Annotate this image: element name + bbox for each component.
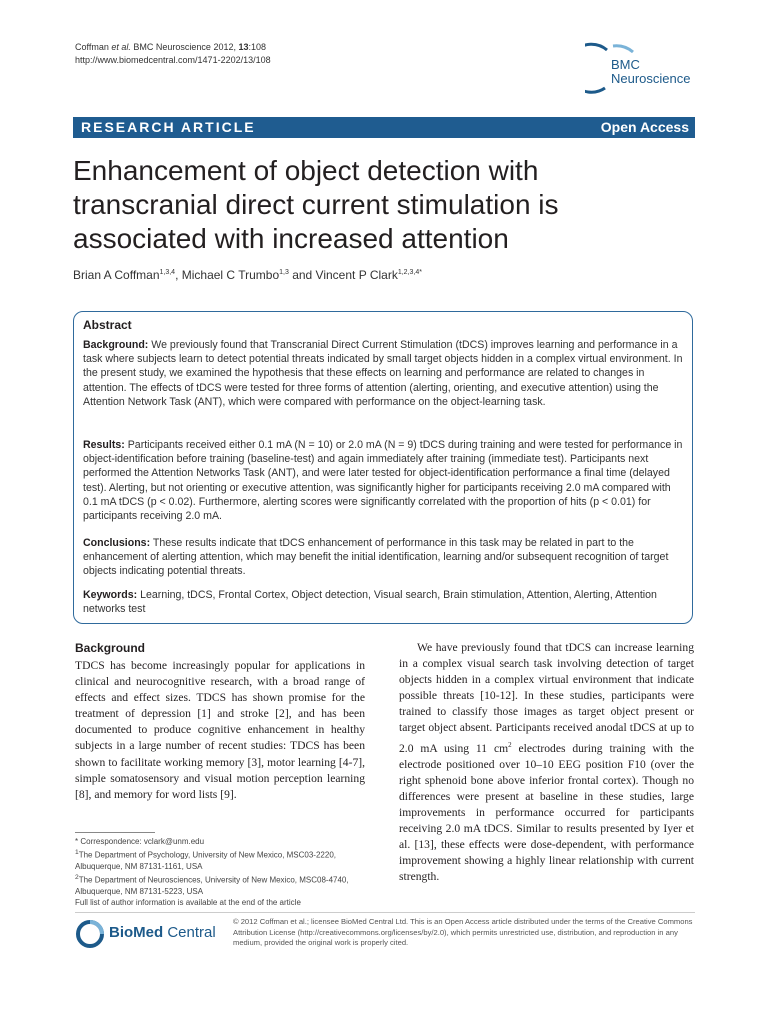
article-title: Enhancement of object detection with transcranial direct current stimulation is associated with increased attention xyxy=(73,155,559,254)
footnotes xyxy=(75,836,365,909)
license-text: © 2012 Coffman et al.; licensee BioMed Central Ltd. This is an Open Access article distributed under the terms of the Creative Commons Attribution License (http://creativecommons.org/licenses/by/2.0), which permits unrestricted use, distribution, and reproduction in any medium, provided the original work is properly cited. xyxy=(233,917,693,948)
footer-divider xyxy=(75,912,695,913)
article-type-label: RESEARCH ARTICLE xyxy=(81,119,256,135)
author-info-note: Full list of author information is available at the end of the article xyxy=(75,898,301,908)
article-url[interactable]: http://www.biomedcentral.com/1471-2202/13/108 xyxy=(75,55,271,65)
abstract-conclusions: Conclusions: These results indicate that tDCS enhancement of performance in this task may be related in part to the enhancement of alerting attention, which may benefit the initial identification, learning and/or subsequent recognition of target objects indicating potential threats. xyxy=(83,537,669,578)
citation-header xyxy=(75,41,271,67)
open-access-label: Open Access xyxy=(600,119,689,135)
background-paragraph-right: We have previously found that tDCS can increase learning in a complex visual search task involving detection of target objects hidden in a complex virtual environment that indicate possible threats [10-12]. In these studies, participants were trained to classify those images as target object present or target object absent. Participants received anodal tDCS at up to 2.0 mA using 11 $cm^2$ electrodes during training with the electrode positioned over 10–10 EEG position F10 (over the right sphenoid bone above inferior frontal cortex). Though no differences were present at baseline in these studies, large improvements in performance occurred for participants receiving 2.0 mA tDCS. Similar to results presented by Iyer et al. [13], these effects were dose-dependent, with performance improvement showing a highly linear relationship with current strength. xyxy=(399,641,694,884)
biomed-central-logo xyxy=(75,917,220,951)
biomed-central-wordmark: BioMed Central xyxy=(109,924,216,941)
biomed-central-icon xyxy=(75,919,105,949)
abstract-box xyxy=(73,311,693,624)
footnote-divider xyxy=(75,832,155,833)
correspondence-note[interactable]: * Correspondence: vclark@unm.edu xyxy=(75,837,205,846)
author-list: Brian A Coffman$^{1,3,4}$, Michael C Trumbo$^{1,3}$ and Vincent P Clark$^{1,2,3,4*}$ xyxy=(73,268,422,282)
citation-line: Coffman et al. BMC Neuroscience 2012, 13:108 xyxy=(75,42,267,52)
affiliation-1: $^1$The Department of Psychology, University of New Mexico, MSC03-2220, Albuquerque, NM 87131-1161, USA xyxy=(75,849,336,872)
article-type-banner xyxy=(73,117,695,138)
background-paragraph-left: TDCS has become increasingly popular for applications in clinical and neurocognitive research, with a broad range of effects and effect sizes. TDCS has shown promise for the treatment of depression [1] and stroke [2], and has been documented to produce cognitive enhancement in healthy subjects in a large number of recent studies: TDCS has been shown to facilitate working memory [3], motor learning [4-7], simple somatosensory and visual motion perception learning [8], and memory for word lists [9]. xyxy=(75,659,365,801)
affiliation-2: $^2$The Department of Neurosciences, University of New Mexico, MSC08-4740, Albuquerque, NM 87131-5223, USA xyxy=(75,874,349,897)
abstract-keywords: Keywords: Learning, tDCS, Frontal Cortex, Object detection, Visual search, Brain stimulation, Attention, Alerting, Attention networks test xyxy=(83,589,657,616)
abstract-results: Results: Participants received either 0.1 mA (N = 10) or 2.0 mA (N = 9) tDCS during training and were tested for performance in object-identification before training (baseline-test) and again immediately after training (immediate test). Participants next performed the Attention Networks Task (ANT), and were later tested for object-identification performance a final time (delayed test). Alerting, but not orienting or executive attention, was significantly higher for participants receiving 2.0 mA compared with 0.1 mA tDCS (p < 0.02). Furthermore, alerting scores were significantly correlated with the proportion of hits (p < 0.01) for participants receiving 2.0 mA. xyxy=(83,439,683,523)
abstract-heading: Abstract xyxy=(83,318,132,332)
journal-logo-text: BMC Neuroscience xyxy=(611,57,691,86)
abstract-background: Background: We previously found that Transcranial Direct Current Stimulation (tDCS) improves learning and performance in a task where subjects learn to detect potential threats indicated by small target objects hidden in a complex virtual environment. In the present study, we examined the hypothesis that these effects on learning and performance are related to changes in attention. The effects of tDCS were tested for three forms of attention (alerting, orienting, and executive attention) using the Attention Network Task (ANT), which were compared with performance on the object-learning task. xyxy=(83,339,683,408)
background-heading: Background xyxy=(75,641,146,655)
